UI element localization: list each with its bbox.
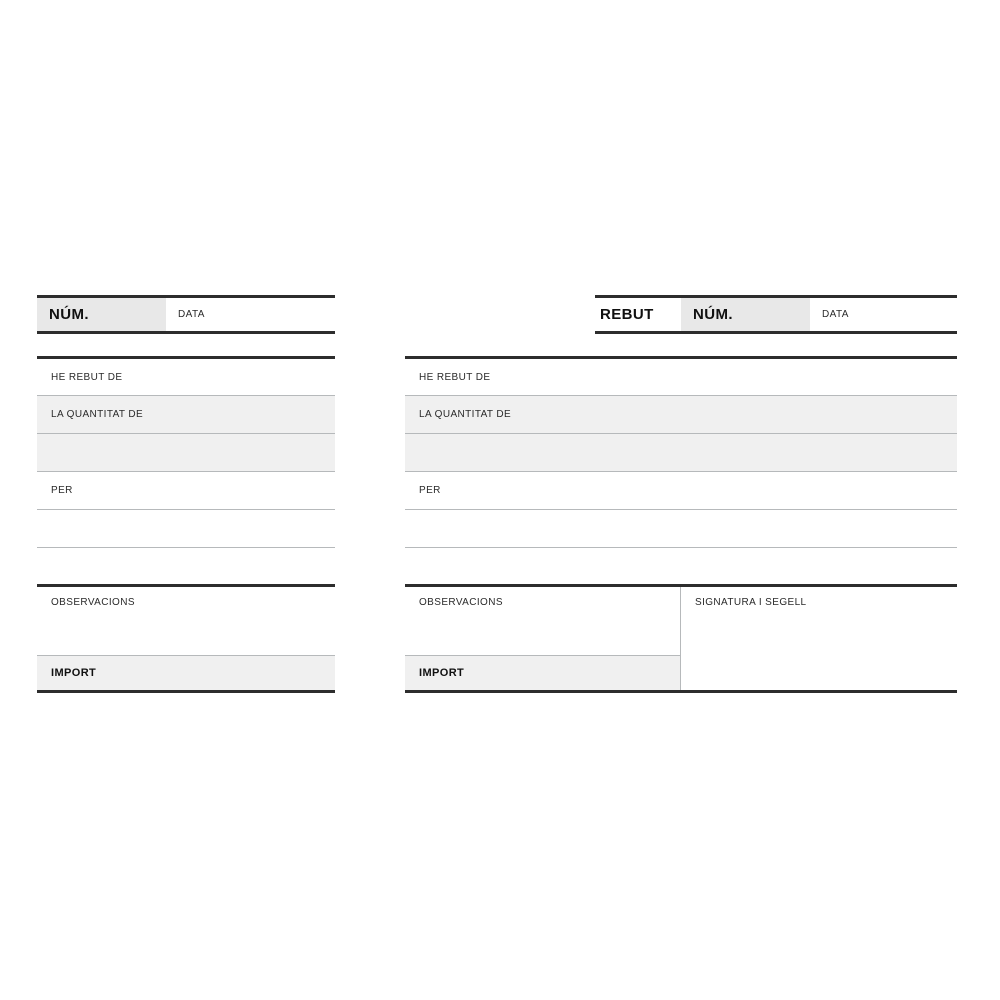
receipt-date-cell [810,298,957,331]
receipt-body [405,356,957,693]
receipt-footer-left-column [405,587,681,690]
receipt-signature-label: SIGNATURA I SEGELL [695,597,807,608]
receipt-concept-label: PER [419,485,441,496]
stub-field-amount-line-2 [37,433,335,471]
stub-amount-label: LA QUANTITAT DE [51,409,144,420]
receipt-field-amount-line-1 [405,395,957,433]
stub-import-box [37,655,335,690]
stub-concept-label: PER [51,485,73,496]
stub-header [37,295,335,334]
receipt-blank-line-2 [405,547,957,584]
receipt-num-cell [681,298,810,331]
receipt-import-box [405,655,680,690]
receipt-observations-label: OBSERVACIONS [419,597,503,608]
receipt-footer [405,584,957,693]
receipt-blank-line-1 [405,509,957,547]
stub-num-cell [37,298,166,331]
stub-received-from-label: HE REBUT DE [51,372,123,383]
receipt-field-concept [405,471,957,509]
stub-section [37,295,335,693]
stub-date-label: DATA [178,309,205,320]
receipt-date-label: DATA [822,309,849,320]
receipt-num-label: NÚM. [693,306,733,323]
stub-import-label: IMPORT [51,667,97,679]
stub-observations-label: OBSERVACIONS [51,597,135,608]
stub-field-received-from [37,356,335,395]
stub-num-label: NÚM. [49,306,89,323]
stub-field-amount-line-1 [37,395,335,433]
stub-footer [37,584,335,693]
receipt-field-amount-line-2 [405,433,957,471]
stub-blank-line-2 [37,547,335,584]
stub-field-concept [37,471,335,509]
receipt-import-label: IMPORT [419,667,465,679]
stub-footer-column [37,587,335,690]
receipt-received-from-label: HE REBUT DE [419,372,491,383]
receipt-title-label: REBUT [600,306,654,323]
stub-date-cell [166,298,335,331]
receipt-footer-right-column [681,587,957,690]
receipt-amount-label: LA QUANTITAT DE [419,409,512,420]
receipt-field-received-from [405,356,957,395]
receipt-title-cell [595,298,681,331]
stub-body [37,356,335,693]
stub-blank-line-1 [37,509,335,547]
receipt-header [595,295,957,334]
